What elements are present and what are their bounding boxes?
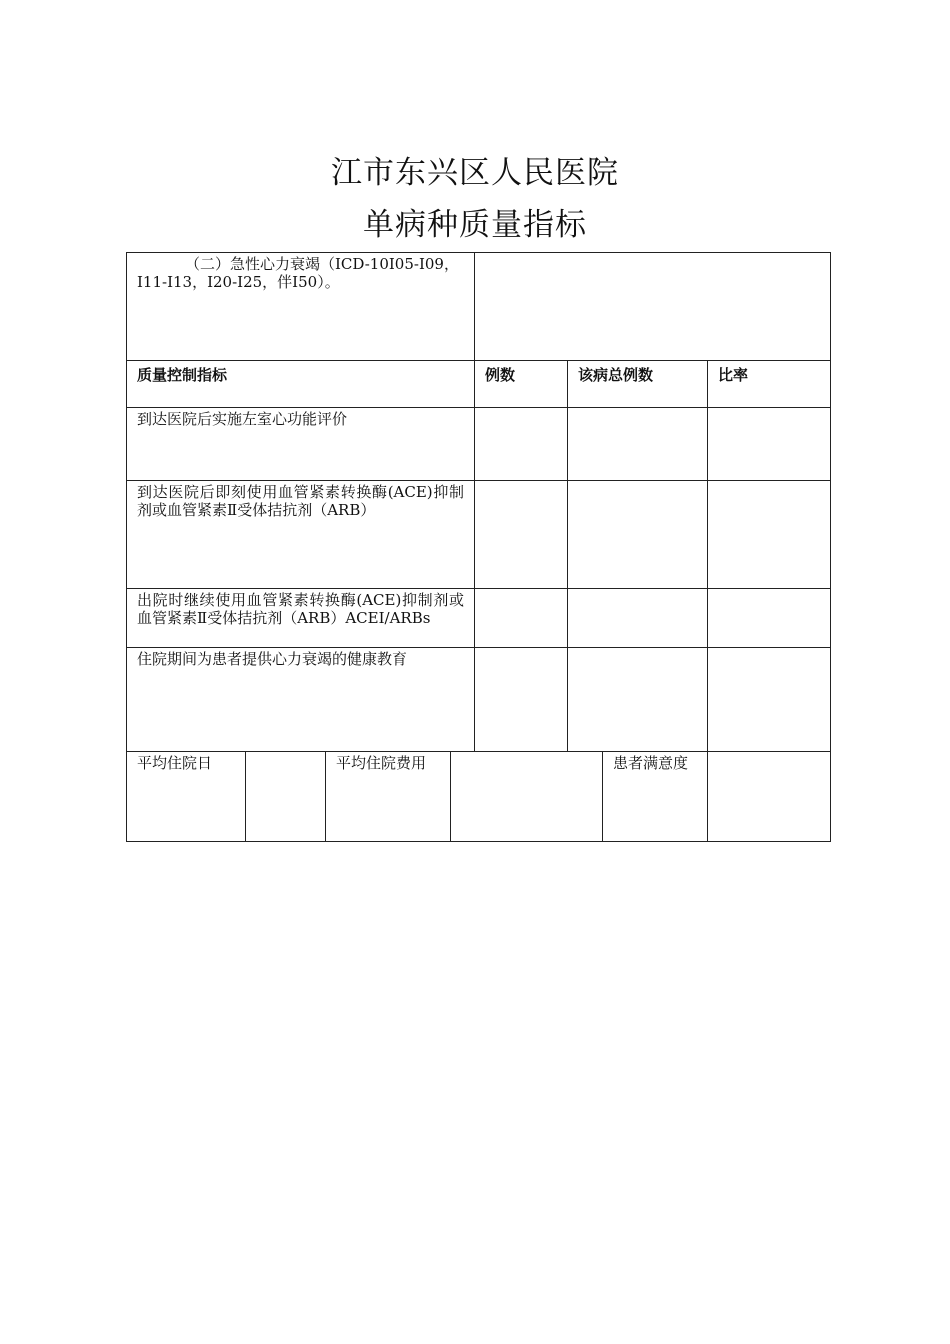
- indicator-4-ratio[interactable]: [707, 647, 831, 752]
- header-indicator: 质量控制指标: [126, 360, 475, 408]
- header-cases: 例数: [474, 360, 568, 408]
- avg-stay-value[interactable]: [245, 751, 326, 842]
- disease-description-cell: （二）急性心力衰竭（ICD-10I05-I09，I11-I13，I20-I25，伴I50）。: [126, 252, 475, 361]
- document-subtitle: 单病种质量指标: [363, 207, 587, 243]
- blank-cell: [474, 252, 831, 361]
- indicator-2-ratio[interactable]: [707, 480, 831, 589]
- indicator-3-ratio[interactable]: [707, 588, 831, 648]
- avg-cost-value[interactable]: [450, 751, 603, 842]
- avg-stay-label: 平均住院日: [126, 751, 246, 842]
- quality-indicator-table: [126, 252, 831, 842]
- indicator-2-label: 到达医院后即刻使用血管紧素转换酶(ACE)抑制剂或血管紧素Ⅱ受体拮抗剂（ARB）: [126, 480, 475, 589]
- hospital-title: 江市东兴区人民医院: [331, 155, 619, 191]
- avg-cost-label: 平均住院费用: [325, 751, 451, 842]
- satisfaction-label: 患者满意度: [602, 751, 708, 842]
- header-total-cases: 该病总例数: [567, 360, 708, 408]
- indicator-2-total[interactable]: [567, 480, 708, 589]
- indicator-4-total[interactable]: [567, 647, 708, 752]
- indicator-1-cases[interactable]: [474, 407, 568, 481]
- indicator-1-label: 到达医院后实施左室心功能评价: [126, 407, 475, 481]
- indicator-2-cases[interactable]: [474, 480, 568, 589]
- indicator-3-label: 出院时继续使用血管紧素转换酶(ACE)抑制剂或血管紧素Ⅱ受体拮抗剂（ARB）ACEI/ARBs: [126, 588, 475, 648]
- indicator-3-cases[interactable]: [474, 588, 568, 648]
- indicator-3-total[interactable]: [567, 588, 708, 648]
- indicator-4-cases[interactable]: [474, 647, 568, 752]
- indicator-4-label: 住院期间为患者提供心力衰竭的健康教育: [126, 647, 475, 752]
- header-ratio: 比率: [707, 360, 831, 408]
- indicator-1-total[interactable]: [567, 407, 708, 481]
- satisfaction-value[interactable]: [707, 751, 831, 842]
- indicator-1-ratio[interactable]: [707, 407, 831, 481]
